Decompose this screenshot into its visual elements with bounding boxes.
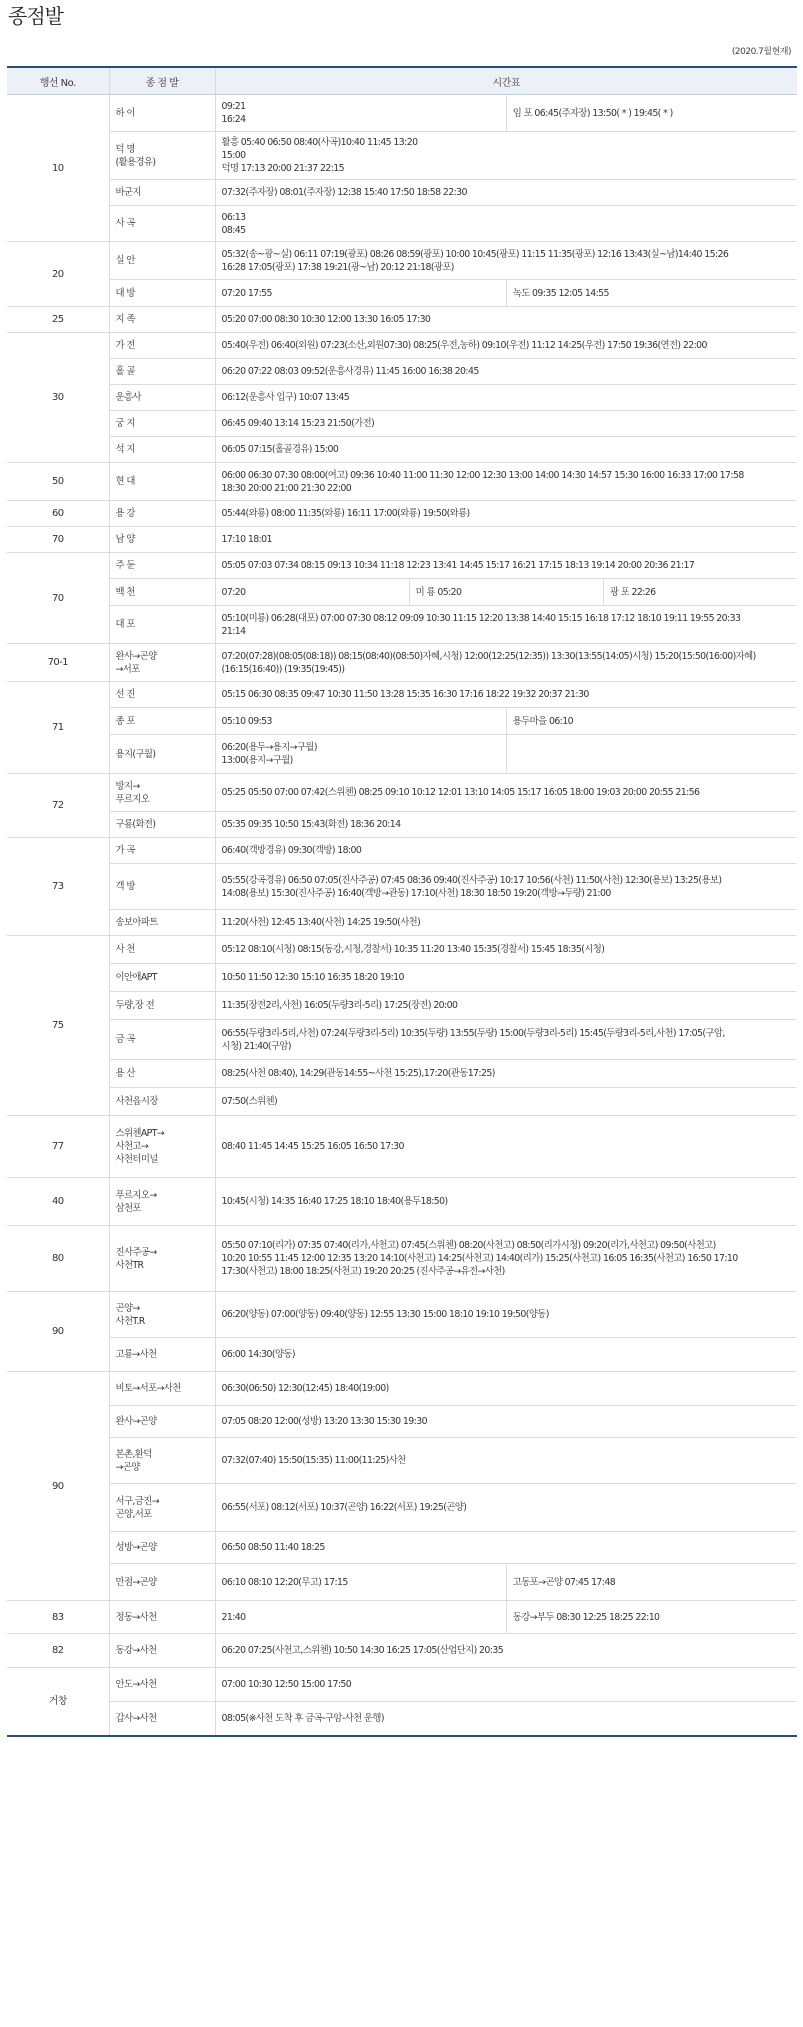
schedule-cell — [215, 579, 797, 606]
origin-stop: 이안애APT — [109, 964, 215, 992]
route-number: 70 — [7, 553, 109, 644]
origin-stop: 서구,금진→ 곤양,서포 — [109, 1484, 215, 1532]
schedule-split — [216, 280, 798, 306]
route-number: 70 — [7, 527, 109, 553]
route-number: 30 — [7, 333, 109, 463]
schedule-times: 06:20 07:25(사천고,스위첸) 10:50 14:30 16:25 17:05(산업단지) 20:35 — [215, 1634, 797, 1668]
schedule-times: 05:10 09:53 — [221, 715, 272, 727]
table-row — [7, 1088, 797, 1116]
schedule-times: 동강→부두 08:30 12:25 18:25 22:10 — [506, 1601, 797, 1633]
table-row — [7, 1564, 797, 1601]
table-row — [7, 280, 797, 307]
schedule-times: 10:45(시청) 14:35 16:40 17:25 18:10 18:40(용두18:50) — [215, 1178, 797, 1226]
schedule-times: 11:20(사천) 12:45 13:40(사천) 14:25 19:50(사천) — [215, 910, 797, 936]
table-row — [7, 1020, 797, 1060]
schedule-times: 활흥 05:40 06:50 08:40(사곡)10:40 11:45 13:20 15:00 덕명 17:13 20:00 21:37 22:15 — [215, 132, 797, 180]
table-row — [7, 437, 797, 463]
origin-stop: 석 지 — [109, 437, 215, 463]
origin-stop: 용 산 — [109, 1060, 215, 1088]
schedule-times: 07:00 10:30 12:50 15:00 17:50 — [215, 1668, 797, 1702]
schedule-times: 06:00 14:30(양동) — [215, 1338, 797, 1372]
schedule-split — [216, 1601, 798, 1633]
schedule-split — [216, 579, 798, 605]
table-row — [7, 359, 797, 385]
origin-stop: 용지(구월) — [109, 735, 215, 774]
schedule-split — [216, 95, 798, 131]
schedule-times: 06:45 09:40 13:14 15:23 21:50(가전) — [215, 411, 797, 437]
table-row — [7, 180, 797, 206]
table-row — [7, 838, 797, 864]
origin-stop: 선 진 — [109, 682, 215, 708]
schedule-times: 05:32(송~광~실) 06:11 07:19(광포) 08:26 08:59(광포) 10:00 10:45(광포) 11:15 11:35(광포) 12:16 13:43(실~남)14:40 15:26 16:28 17:05(광포) 17:38 19:21(광~남) 20:12 21:18(광포) — [215, 242, 797, 280]
table-row — [7, 910, 797, 936]
schedule-times: 07:20 17:55 — [221, 287, 272, 299]
origin-stop: 궁 지 — [109, 411, 215, 437]
schedule-times: 05:10(미룡) 06:28(대포) 07:00 07:30 08:12 09:09 10:30 11:15 12:20 13:38 14:40 15:15 16:18 17:12 18:10 19:11 19:55 20:33 21:14 — [215, 606, 797, 644]
table-row — [7, 992, 797, 1020]
origin-stop: 본촌,환덕 →곤양 — [109, 1438, 215, 1484]
origin-stop: 하 이 — [109, 95, 215, 132]
table-row — [7, 307, 797, 333]
schedule-times: 08:25(사천 08:40), 14:29(관동14:55~사천 15:25),17:20(관동17:25) — [215, 1060, 797, 1088]
schedule-times: 광 포 22:26 — [603, 579, 797, 605]
header-route: 행선 No. — [7, 67, 109, 95]
route-number: 25 — [7, 307, 109, 333]
origin-stop: 덕 명 (활용경유) — [109, 132, 215, 180]
schedule-times: 06:20 07:22 08:03 09:52(운흥사경유) 11:45 16:00 16:38 20:45 — [215, 359, 797, 385]
route-number: 77 — [7, 1116, 109, 1178]
table-row — [7, 95, 797, 132]
table-row — [7, 936, 797, 964]
schedule-times: 08:05(※사천 도착 후 금곡-구암-사천 운행) — [215, 1702, 797, 1736]
route-number: 40 — [7, 1178, 109, 1226]
schedule-times: 05:40(우전) 06:40(외원) 07:23(소산,외원07:30) 08:25(우전,농하) 09:10(우전) 11:12 14:25(우전) 17:50 19:36(연전) 22:00 — [215, 333, 797, 359]
origin-stop: 두량,장 전 — [109, 992, 215, 1020]
table-row — [7, 964, 797, 992]
schedule-times: 06:40(객방경유) 09:30(객방) 18:00 — [215, 838, 797, 864]
header-origin: 종 점 발 — [109, 67, 215, 95]
schedule-times: 07:05 08:20 12:00(성방) 13:20 13:30 15:30 19:30 — [215, 1406, 797, 1438]
table-row — [7, 1178, 797, 1226]
origin-stop: 지 족 — [109, 307, 215, 333]
origin-stop: 바군지 — [109, 180, 215, 206]
schedule-times: 06:13 08:45 — [215, 206, 797, 242]
origin-stop: 곤양→ 사천T.R — [109, 1292, 215, 1338]
route-number: 71 — [7, 682, 109, 774]
schedule-times: 08:40 11:45 14:45 15:25 16:05 16:50 17:30 — [215, 1116, 797, 1178]
schedule-times: 06:00 06:30 07:30 08:00(여고) 09:36 10:40 11:00 11:30 12:00 12:30 13:00 14:00 14:30 14:57 15:30 16:00 16:33 17:00 17:58 18:30 20:00 21:00 21:30 22:00 — [215, 463, 797, 501]
table-row — [7, 1532, 797, 1564]
schedule-cell — [215, 95, 797, 132]
table-row — [7, 812, 797, 838]
origin-stop: 스위첸APT→ 사천고→ 사천터미널 — [109, 1116, 215, 1178]
route-number: 90 — [7, 1292, 109, 1372]
origin-stop: 대 포 — [109, 606, 215, 644]
schedule-times: 11:35(장전2리,사천) 16:05(두량3리-5리) 17:25(장전) 20:00 — [215, 992, 797, 1020]
schedule-times: 07:20 — [221, 586, 246, 598]
schedule-times: 05:35 09:35 10:50 15:43(화전) 18:36 20:14 — [215, 812, 797, 838]
table-row — [7, 1634, 797, 1668]
table-row — [7, 1406, 797, 1438]
origin-stop: 가 전 — [109, 333, 215, 359]
schedule-times: 05:20 07:00 08:30 10:30 12:00 13:30 16:05 17:30 — [215, 307, 797, 333]
schedule-times: 06:12(운흥사 입구) 10:07 13:45 — [215, 385, 797, 411]
origin-stop: 백 천 — [109, 579, 215, 606]
schedule-times: 21:40 — [221, 1611, 246, 1623]
origin-stop: 갑사→사천 — [109, 1702, 215, 1736]
origin-stop: 주 둔 — [109, 553, 215, 579]
route-number: 75 — [7, 936, 109, 1116]
table-row — [7, 242, 797, 280]
schedule-times: 미 룡 05:20 — [409, 579, 603, 605]
table-row — [7, 1116, 797, 1178]
origin-stop: 만점→곤양 — [109, 1564, 215, 1601]
schedule-times: 임 포 06:45(주자장) 13:50( * ) 19:45( * ) — [506, 95, 797, 131]
table-row — [7, 644, 797, 682]
schedule-times: 10:50 11:50 12:30 15:10 16:35 18:20 19:10 — [215, 964, 797, 992]
table-row — [7, 682, 797, 708]
origin-stop: 사천읍시장 — [109, 1088, 215, 1116]
table-row — [7, 411, 797, 437]
route-number: 10 — [7, 95, 109, 242]
schedule-times: 용두마을 06:10 — [506, 708, 797, 734]
origin-stop: 운흥사 — [109, 385, 215, 411]
origin-stop: 객 방 — [109, 864, 215, 910]
origin-stop: 송보아파트 — [109, 910, 215, 936]
schedule-times — [506, 735, 797, 773]
origin-stop: 종 포 — [109, 708, 215, 735]
schedule-times: 06:05 07:15(홀골경유) 15:00 — [215, 437, 797, 463]
schedule-times: 17:10 18:01 — [215, 527, 797, 553]
table-row — [7, 708, 797, 735]
table-row — [7, 132, 797, 180]
table-row — [7, 1060, 797, 1088]
route-number: 70-1 — [7, 644, 109, 682]
schedule-times: 09:21 16:24 — [221, 101, 246, 125]
timetable-body — [7, 95, 797, 1736]
route-number: 72 — [7, 774, 109, 838]
origin-stop: 사 천 — [109, 936, 215, 964]
origin-stop: 구룡(화전) — [109, 812, 215, 838]
route-number: 83 — [7, 1601, 109, 1634]
page-title: 종점발 — [8, 4, 63, 28]
table-row — [7, 864, 797, 910]
table-row — [7, 774, 797, 812]
origin-stop: 실 안 — [109, 242, 215, 280]
route-number: 20 — [7, 242, 109, 307]
origin-stop: 용 강 — [109, 501, 215, 527]
schedule-times: 05:12 08:10(시청) 08:15(동강,시청,경찰서) 10:35 11:20 13:40 15:35(경찰서) 15:45 18:35(시청) — [215, 936, 797, 964]
schedule-times: 07:20(07:28)(08:05(08:18)) 08:15(08:40)(08:50)자혜,시청) 12:00(12:25(12:35)) 13:30(13:55(14:05)시청) 15:20(15:50(16:00)자혜) (16:15(16:40)) (19:35(19:45)) — [215, 644, 797, 682]
as-of-date: (2020.7월현재) — [731, 47, 791, 57]
origin-stop: 정동→사천 — [109, 1601, 215, 1634]
route-number: 60 — [7, 501, 109, 527]
table-row — [7, 1372, 797, 1406]
route-number: 82 — [7, 1634, 109, 1668]
origin-stop: 완사→곤양 →서포 — [109, 644, 215, 682]
schedule-times: 07:32(07:40) 15:50(15:35) 11:00(11:25)사천 — [215, 1438, 797, 1484]
schedule-times: 고동포→곤양 07:45 17:48 — [506, 1564, 797, 1600]
schedule-split — [216, 1564, 798, 1600]
schedule-times: 녹도 09:35 12:05 14:55 — [506, 280, 797, 306]
origin-stop: 현 대 — [109, 463, 215, 501]
route-number: 90 — [7, 1372, 109, 1601]
table-row — [7, 553, 797, 579]
table-row — [7, 1292, 797, 1338]
table-row — [7, 1668, 797, 1702]
table-row — [7, 1484, 797, 1532]
table-row — [7, 1338, 797, 1372]
origin-stop: 금 곡 — [109, 1020, 215, 1060]
origin-stop: 고룡→사천 — [109, 1338, 215, 1372]
schedule-times: 06:50 08:50 11:40 18:25 — [215, 1532, 797, 1564]
schedule-times: 07:32(주자장) 08:01(주자장) 12:38 15:40 17:50 18:58 22:30 — [215, 180, 797, 206]
schedule-split — [216, 708, 798, 734]
table-row — [7, 206, 797, 242]
schedule-times: 06:10 08:10 12:20(무고) 17:15 — [221, 1576, 348, 1588]
table-row — [7, 1702, 797, 1736]
schedule-times: 05:44(와룡) 08:00 11:35(와룡) 16:11 17:00(와룡) 19:50(와룡) — [215, 501, 797, 527]
schedule-times: 05:50 07:10(리가) 07:35 07:40(리가,사천고) 07:45(스위첸) 08:20(사천고) 08:50(리가시청) 09:20(리가,사천고) 09:50(사천고) 10:20 10:55 11:45 12:00 12:35 13:20 14:10(사천고) 14:25(사천고) 14:40(리가) 15:25(사천고) 16:05 16:35(사천고) 16:50 17:10 17:30(사천고) 18:00 18:25(사천고) 19:20 20:25 (진사주공→유전→사천) — [215, 1226, 797, 1292]
schedule-times: 05:05 07:03 07:34 08:15 09:13 10:34 11:18 12:23 13:41 14:45 15:17 16:21 17:15 18:13 19:14 20:00 20:36 21:17 — [215, 553, 797, 579]
schedule-cell — [215, 1564, 797, 1601]
table-row — [7, 1438, 797, 1484]
schedule-cell — [215, 280, 797, 307]
table-row — [7, 735, 797, 774]
origin-stop: 가 곡 — [109, 838, 215, 864]
route-number: 73 — [7, 838, 109, 936]
origin-stop: 진사주공→ 사천TR — [109, 1226, 215, 1292]
origin-stop: 성방→곤양 — [109, 1532, 215, 1564]
origin-stop: 남 양 — [109, 527, 215, 553]
table-row — [7, 527, 797, 553]
header-row — [7, 67, 797, 95]
schedule-times: 05:25 05:50 07:00 07:42(스위첸) 08:25 09:10 10:12 12:01 13:10 14:05 15:17 16:05 18:00 19:03 20:00 20:55 21:56 — [215, 774, 797, 812]
route-number: 거창 — [7, 1668, 109, 1736]
table-row — [7, 1226, 797, 1292]
schedule-times: 06:55(두량3리-5리,사천) 07:24(두량3리-5리) 10:35(두량) 13:55(두량) 15:00(두량3리-5리) 15:45(두량3리-5리,사천) 17:05(구암, 시청) 21:40(구암) — [215, 1020, 797, 1060]
table-row — [7, 606, 797, 644]
schedule-times: 06:30(06:50) 12:30(12:45) 18:40(19:00) — [215, 1372, 797, 1406]
route-number: 50 — [7, 463, 109, 501]
route-number: 80 — [7, 1226, 109, 1292]
origin-stop: 푸르지오→ 삼천포 — [109, 1178, 215, 1226]
origin-stop: 사 곡 — [109, 206, 215, 242]
table-row — [7, 579, 797, 606]
origin-stop: 비토→서포→사천 — [109, 1372, 215, 1406]
origin-stop: 방지→ 푸르지오 — [109, 774, 215, 812]
schedule-times: 06:20(용두→용지→구월) 13:00(용지→구월) — [221, 742, 317, 766]
origin-stop: 안도→사천 — [109, 1668, 215, 1702]
schedule-times: 05:15 06:30 08:35 09:47 10:30 11:50 13:28 15:35 16:30 17:16 18:22 19:32 20:37 21:30 — [215, 682, 797, 708]
timetable — [7, 66, 797, 1737]
table-row — [7, 501, 797, 527]
origin-stop: 대 방 — [109, 280, 215, 307]
origin-stop: 홀 골 — [109, 359, 215, 385]
table-row — [7, 1601, 797, 1634]
schedule-times: 06:20(양동) 07:00(양동) 09:40(양동) 12:55 13:30 15:00 18:10 19:10 19:50(양동) — [215, 1292, 797, 1338]
origin-stop: 동강→사천 — [109, 1634, 215, 1668]
schedule-cell — [215, 1601, 797, 1634]
table-row — [7, 463, 797, 501]
schedule-cell — [215, 735, 797, 774]
table-row — [7, 333, 797, 359]
schedule-times: 07:50(스위첸) — [215, 1088, 797, 1116]
table-row — [7, 385, 797, 411]
schedule-times: 06:55(서포) 08:12(서포) 10:37(곤양) 16:22(서포) 19:25(곤양) — [215, 1484, 797, 1532]
origin-stop: 완사→곤양 — [109, 1406, 215, 1438]
schedule-split — [216, 735, 798, 773]
schedule-cell — [215, 708, 797, 735]
schedule-times: 05:55(강곡경유) 06:50 07:05(진사주공) 07:45 08:36 09:40(진사주공) 10:17 10:56(사천) 11:50(사천) 12:30(용보) 13:25(용보) 14:08(용보) 15:30(진사주공) 16:40(객방→관동) 17:10(사천) 18:30 18:50 19:20(객방→두량) 21:00 — [215, 864, 797, 910]
header-schedule: 시간표 — [215, 67, 797, 95]
